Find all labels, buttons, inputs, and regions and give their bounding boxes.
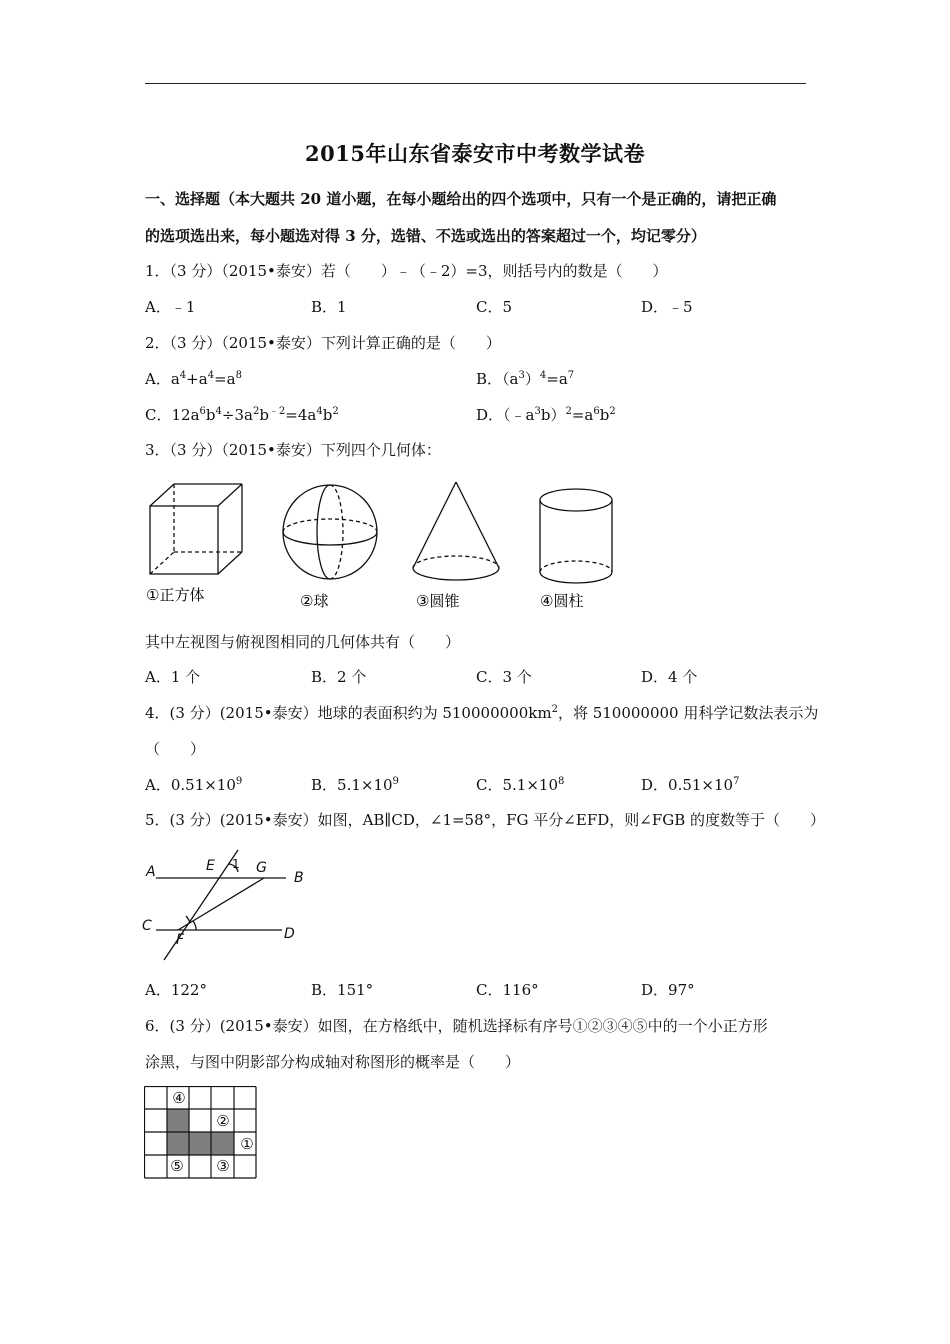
label-g: G xyxy=(256,860,267,876)
label-c: C xyxy=(142,918,152,934)
q1-option-a: A．﹣1 xyxy=(145,298,196,316)
q3-follow-text: 其中左视图与俯视图相同的几何体共有（ ） xyxy=(145,633,461,651)
label-a: A xyxy=(146,864,156,880)
q3-option-d: D．4 个 xyxy=(641,668,698,686)
q5-option-d: D．97° xyxy=(641,981,695,999)
label-cylinder: ④圆柱 xyxy=(540,592,584,610)
q4-option-c: C．$5.1\times 10^8$ xyxy=(476,776,565,794)
q3-stem: 3．（3 分）（2015•泰安）下列四个几何体： xyxy=(145,441,441,459)
q1-option-c: C．5 xyxy=(476,298,513,316)
q3-option-b: B．2 个 xyxy=(311,668,367,686)
sphere-outline xyxy=(283,485,377,579)
q4-stem-line2: （ ） xyxy=(145,740,206,758)
q2-option-d: D．$(﹣a^3b)^2=a^6b^2$ xyxy=(476,406,616,424)
q6-grid-figure xyxy=(144,1086,260,1180)
q3-option-a: A．1 个 xyxy=(145,668,201,686)
shaded-cell xyxy=(167,1109,189,1132)
q5-option-b: B．151° xyxy=(311,981,374,999)
q6-stem-line1: 6．(3 分）(2015•泰安）如图，在方格纸中，随机选择标有序号①②③④⑤中的一个小正方形 xyxy=(145,1017,768,1035)
grid-label-2: ② xyxy=(216,1112,230,1130)
section-heading-line2: 的选项选出来，每小题选对得 3 分，选错、不选或选出的答案超过一个，均记零分） xyxy=(145,227,706,245)
q6-stem-line2: 涂黑，与图中阴影部分构成轴对称图形的概率是（ ） xyxy=(145,1053,521,1071)
q5-option-c: C．116° xyxy=(476,981,539,999)
shaded-cell xyxy=(189,1132,211,1155)
q1-stem: 1．（3 分）（2015•泰安）若（ ）﹣（﹣2）=3，则括号内的数是（ ） xyxy=(145,262,668,280)
shaded-cell xyxy=(167,1132,189,1155)
q1-option-b: B．1 xyxy=(311,298,347,316)
q4-option-b: B．$5.1\times 10^9$ xyxy=(311,776,399,794)
grid-label-1: ① xyxy=(240,1135,254,1153)
page-title: 2015年山东省泰安市中考数学试卷 xyxy=(305,141,645,166)
q2-option-b: B．$(a^3)^4=a^7$ xyxy=(476,370,575,388)
label-f: F xyxy=(176,932,185,948)
label-angle-1: 1 xyxy=(232,857,240,871)
q4-option-d: D．$0.51\times 10^7$ xyxy=(641,776,740,794)
label-d: D xyxy=(284,926,295,942)
q5-option-a: A．122° xyxy=(145,981,207,999)
q2-option-a: A．$a^4+a^4=a^8$ xyxy=(145,370,242,388)
label-e: E xyxy=(206,858,215,874)
q4-stem: 4．(3 分）(2015•泰安）地球的表面积约为 $510000000km^2$，将 510000000 用科学记数法表示为 xyxy=(145,704,819,722)
label-b: B xyxy=(294,870,304,886)
q3-option-c: C．3 个 xyxy=(476,668,532,686)
q2-option-c: C．$12a^6b^4\div 3a^2b^{﹣2}=4a^4b^2$ xyxy=(145,406,339,424)
q3-solids-figure xyxy=(140,476,620,616)
q1-option-d: D．﹣5 xyxy=(641,298,693,316)
header-rule xyxy=(145,83,806,84)
label-cone: ③圆锥 xyxy=(416,592,460,610)
grid-label-4: ④ xyxy=(172,1089,186,1107)
q2-stem: 2．（3 分）（2015•泰安）下列计算正确的是（ ） xyxy=(145,334,501,352)
grid-label-5: ⑤ xyxy=(170,1157,184,1175)
shaded-cell xyxy=(211,1132,234,1155)
q5-stem: 5．(3 分）(2015•泰安）如图，AB∥CD，∠1=58°，FG 平分∠EFD，则∠FGB 的度数等于（ ） xyxy=(145,811,825,829)
label-cube: ①正方体 xyxy=(146,586,205,604)
section-heading-line1: 一、选择题（本大题共 20 道小题，在每小题给出的四个选项中，只有一个是正确的，请把正确 xyxy=(145,190,777,208)
q4-option-a: A．$0.51\times 10^9$ xyxy=(145,776,243,794)
bisector-fg xyxy=(178,878,264,930)
q5-parallel-lines-figure xyxy=(138,844,318,964)
label-sphere: ②球 xyxy=(300,592,329,610)
grid-label-3: ③ xyxy=(216,1157,230,1175)
